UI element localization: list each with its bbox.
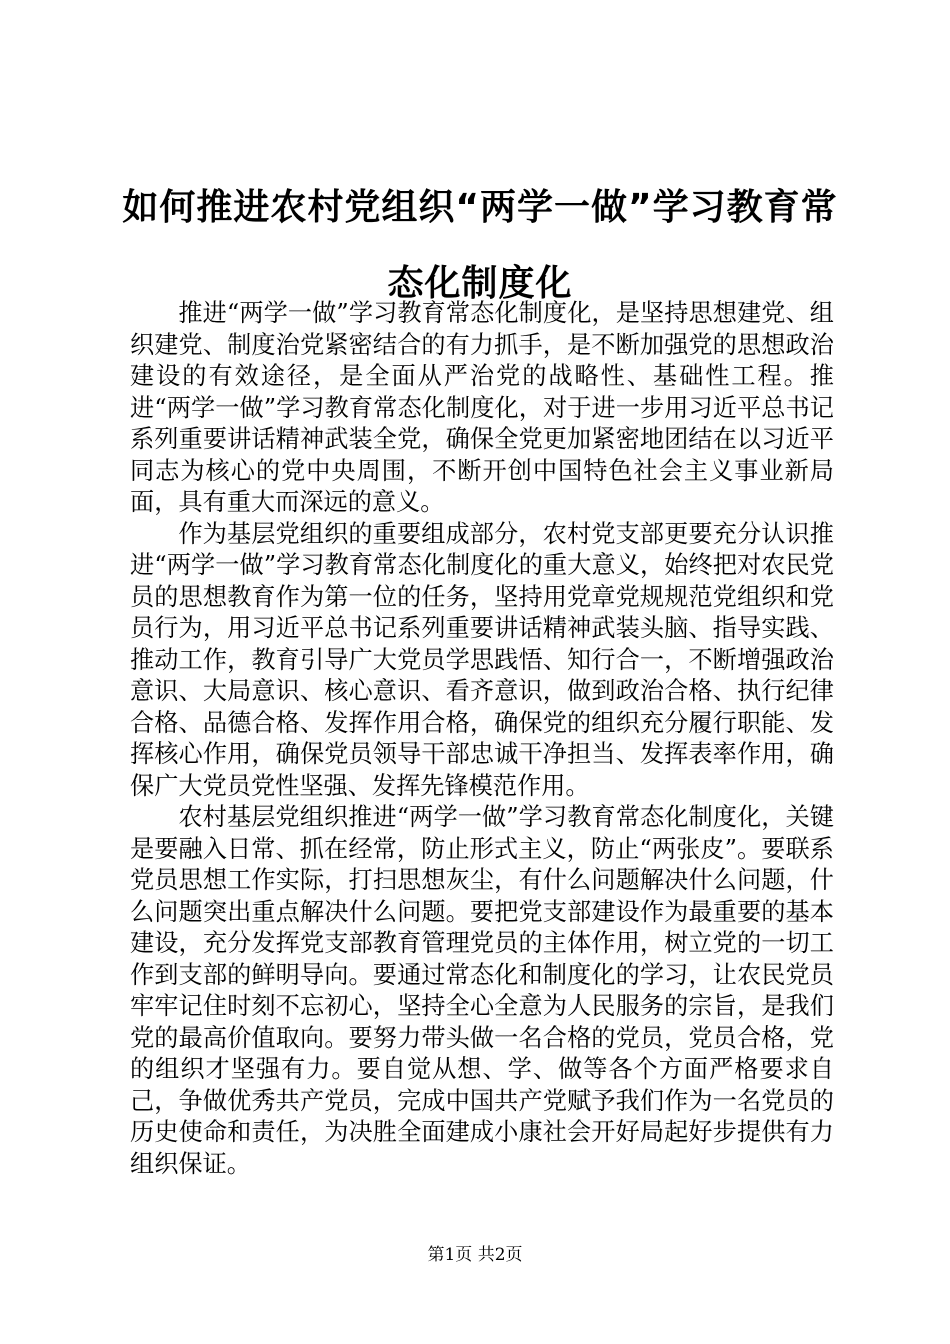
page-footer: 第1页 共2页 <box>427 1245 523 1265</box>
paragraph-3: 农村基层党组织推进“两学一做”学习教育常态化制度化，关键是要融入日常、抓在经常，防止形式主义，防止“两张皮”。要联系党员思想工作实际，打扫思想灰尘，有什么问题解决什么问题，什么问题突出重点解决什么问题。要把党支部建设作为最重要的基本建设，充分发挥党支部教育管理党员的主体作用，树立党的一切工作到支部的鲜明导向。要通过常态化和制度化的学习，让农民党员牢牢记住时刻不忘初心，坚持全心全意为人民服务的宗旨，是我们党的最高价值取向。要努力带头做一名合格的党员，党员合格，党的组织才坚强有力。要自觉从想、学、做等各个方面严格要求自己，争做优秀共产党员，完成中国共产党赋予我们作为一名党员的历史使命和责任，为决胜全面建成小康社会开好局起好步提供有力组织保证。 <box>130 803 834 1178</box>
document-title: 如何推进农村党组织“两学一做”学习教育常态化制度化 <box>122 187 838 304</box>
paragraph-1: 推进“两学一做”学习教育常态化制度化，是坚持思想建党、组织建党、制度治党紧密结合的有力抓手，是不断加强党的思想政治建设的有效途径，是全面从严治党的战略性、基础性工程。推进“两学一做”学习教育常态化制度化，对于进一步用习近平总书记系列重要讲话精神武装全党，确保全党更加紧密地团结在以习近平同志为核心的党中央周围，不断开创中国特色社会主义事业新局面，具有重大而深远的意义。 <box>130 299 834 516</box>
document-body <box>130 298 834 1180</box>
paragraph-2: 作为基层党组织的重要组成部分，农村党支部更要充分认识推进“两学一做”学习教育常态化制度化的重大意义，始终把对农民党员的思想教育作为第一位的任务，坚持用党章党规规范党组织和党员行为，用习近平总书记系列重要讲话精神武装头脑、指导实践、推动工作，教育引导广大党员学思践悟、知行合一，不断增强政治意识、大局意识、核心意识、看齐意识，做到政治合格、执行纪律合格、品德合格、发挥作用合格，确保党的组织充分履行职能、发挥核心作用，确保党员领导干部忠诚干净担当、发挥表率作用，确保广大党员党性坚强、发挥先锋模范作用。 <box>130 519 834 800</box>
